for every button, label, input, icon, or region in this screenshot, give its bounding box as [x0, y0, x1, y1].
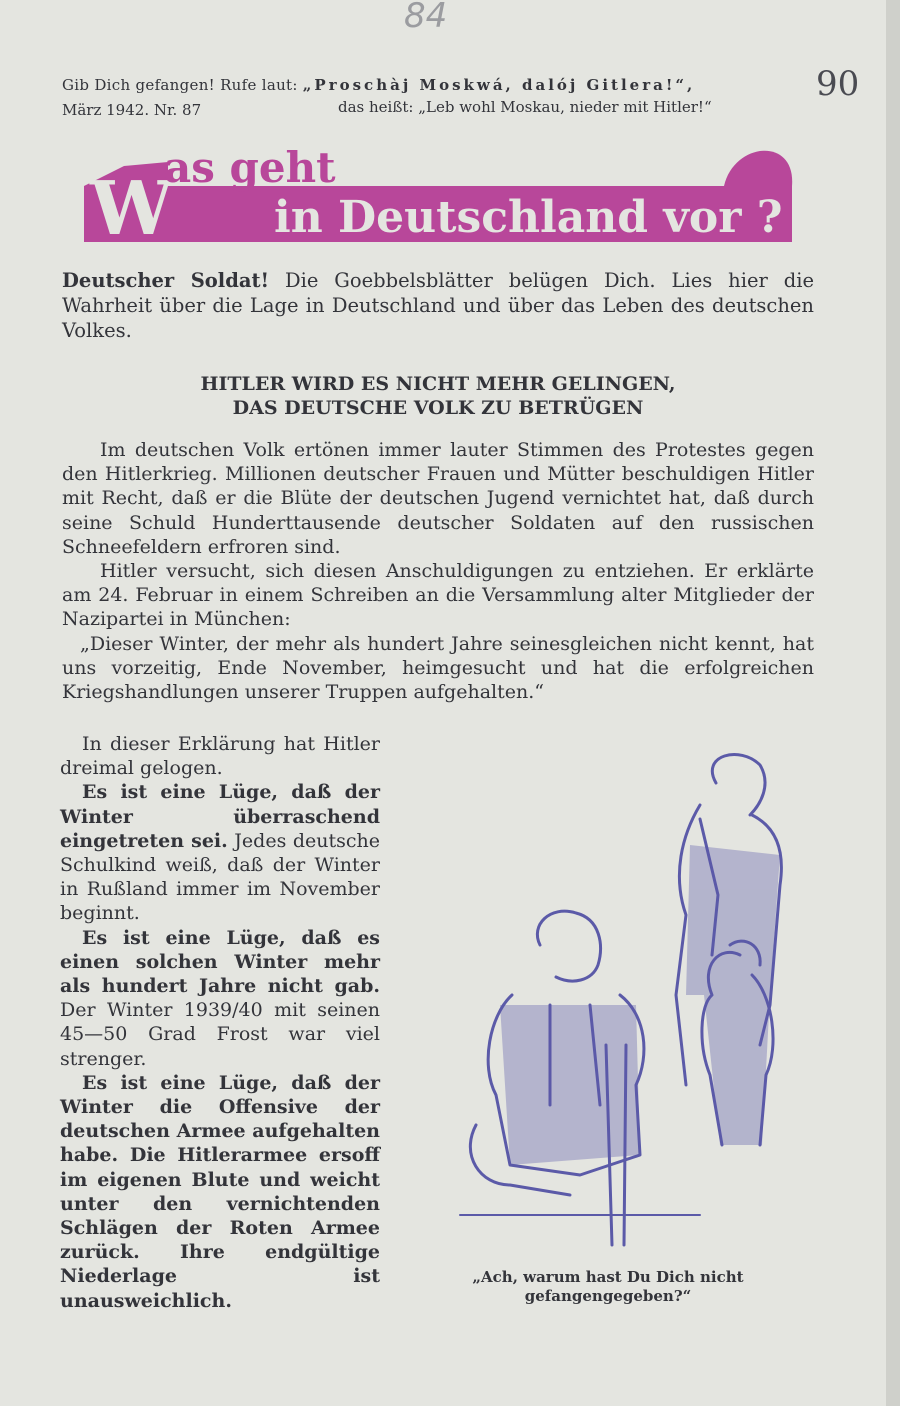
body-quote: „Dieser Winter, der mehr als hundert Jahre seinesgleichen nicht kennt, hat uns vorzeitig, Ende November, heimgesucht und hat die erfolgreichen Kriegshandlungen unserer Truppen aufgehalten.“ — [62, 632, 814, 704]
masthead-question-top — [724, 151, 792, 186]
slogan-prefix: Gib Dich gefangen! Rufe laut: — [62, 76, 298, 94]
slogan-translation: das heißt: „Leb wohl Moskau, nieder mit Hitler!“ — [338, 98, 712, 116]
illustration-caption: „Ach, warum hast Du Dich nicht gefangengegeben?“ — [472, 1268, 744, 1305]
column-paragraph-3 — [60, 926, 380, 1071]
body-paragraph-2: Hitler versucht, sich diesen Anschuldigungen zu entziehen. Er erklärte am 24. Februar in einem Schreiben an die Versammlung alter Mitglieder der Nazipartei in München: — [62, 560, 814, 631]
child-shading — [704, 995, 770, 1145]
propaganda-illustration — [400, 745, 810, 1275]
masthead-banner — [84, 142, 796, 246]
column-paragraph-4 — [60, 1071, 380, 1313]
slogan-russian: „Proschàj Moskwá, dalój Gitlera!“, — [302, 76, 696, 94]
soldier-head — [537, 911, 600, 981]
header-slogan — [62, 76, 695, 94]
article-body — [62, 438, 814, 704]
standing-man-shading — [686, 845, 780, 995]
standing-man-head — [712, 755, 765, 815]
column-rest-2: Der Winter 1939/40 mit seinen 45—50 Grad Frost war viel strenger. — [60, 999, 380, 1070]
column-lie-1: Es ist eine Lüge, daß der Winter überraschend eingetreten sei. — [60, 781, 380, 852]
column-paragraph-1: In dieser Erklärung hat Hitler dreimal gelogen. — [60, 733, 380, 780]
intro-paragraph — [62, 268, 814, 343]
article-headline — [62, 372, 814, 420]
body-paragraph-1: Im deutschen Volk ertönen immer lauter Stimmen des Protestes gegen den Hitlerkrieg. Millionen deutscher Frauen und Mütter beschuldigen Hitler mit Recht, daß er die Blüte der deutschen Jugend vernichtet hat, daß durch seine Schuld Hunderttausende deutscher Soldaten auf den russischen Schneefeldern erfroren sind. — [62, 439, 814, 558]
masthead-line2: in Deutschland vor ? — [274, 192, 783, 243]
column-paragraph-2 — [60, 780, 380, 925]
handwritten-page-number: 90 — [816, 64, 860, 104]
pencil-archive-mark: 84 — [404, 0, 448, 36]
headline-line2: DAS DEUTSCHE VOLK ZU BETRÜGEN — [232, 397, 644, 419]
column-lie-2: Es ist eine Lüge, daß es einen solchen Winter mehr als hundert Jahre nicht gab. — [60, 926, 380, 998]
intro-text: Die Goebbelsblätter belügen Dich. Lies hier die Wahrheit über die Lage in Deutschland und über das Leben des deutschen Volkes. — [62, 269, 814, 342]
left-column — [60, 732, 380, 1313]
masthead-line1: as geht — [164, 143, 336, 192]
masthead-initial: W — [90, 166, 174, 246]
column-lie-3: Es ist eine Lüge, daß der Winter die Offensive der deutschen Armee aufgehalten habe. Die Hitlerarmee ersoff im eigenen Blute und weicht unter den vernichtenden Schlägen der Roten Armee zurück. Ihre endgültige Niederlage ist unausweichlich. — [60, 1071, 380, 1312]
issue-date: März 1942. Nr. 87 — [62, 101, 202, 119]
headline-line1: HITLER WIRD ES NICHT MEHR GELINGEN, — [200, 373, 676, 395]
column-rest-1: Jedes deutsche Schulkind weiß, daß der Winter in Rußland immer im November beginnt. — [60, 829, 381, 925]
soldier-shading — [500, 1005, 640, 1165]
intro-lead: Deutscher Soldat! — [62, 269, 270, 292]
page-edge — [886, 0, 900, 1406]
